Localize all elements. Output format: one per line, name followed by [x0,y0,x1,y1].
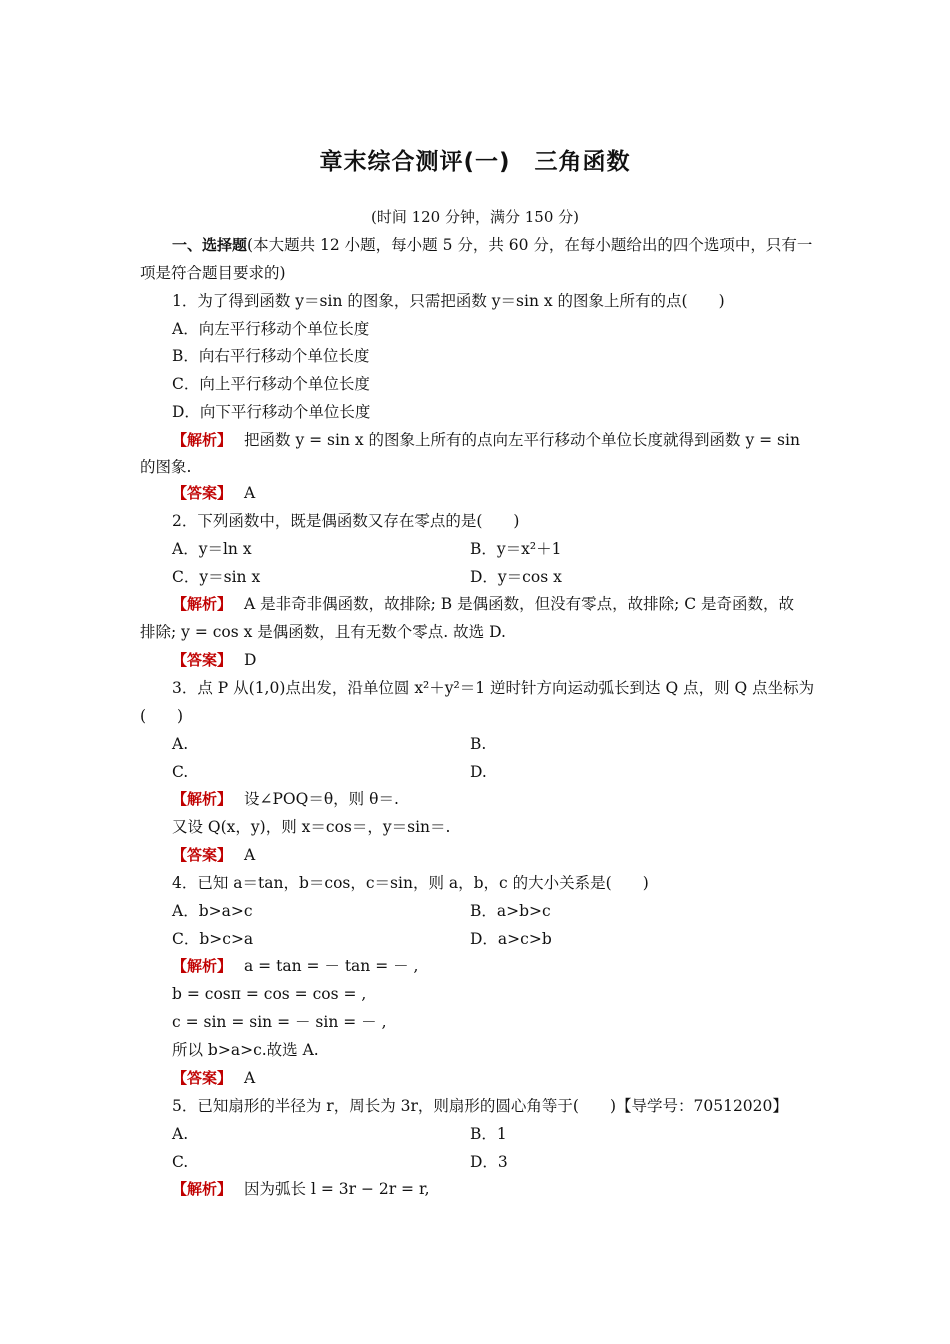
page-title: 章末综合测评(一) 三角函数 [319,149,631,175]
answer-tag: 【答案】 [172,484,233,502]
q2-option-d: D．y＝cos x [470,568,562,586]
q1-option-b: B．向右平行移动个单位长度 [172,347,370,365]
q3-option-d: D. [470,763,487,781]
section-description: (本大题共 12 小题，每小题 5 分，共 60 分，在每小题给出的四个选项中，只有一 [247,236,813,254]
q3-option-b: B. [470,735,487,753]
exam-info: (时间 120 分钟，满分 150 分) [370,208,580,226]
q1-analysis-text: 把函数 y = sin x 的图象上所有的点向左平行移动个单位长度就得到函数 y = sin [244,431,800,449]
q5-option-a: A. [172,1125,189,1143]
q2-option-c: C．y＝sin x [172,568,261,586]
analysis-tag: 【解析】 [172,431,233,449]
q3-analysis-text: 设∠POQ＝θ，则 θ＝. [244,790,399,808]
q4-answer-value: A [244,1069,256,1087]
q1-analysis-cont: 的图象. [140,458,192,476]
q4-analysis-text: a = tan = － tan = － , [244,957,419,975]
answer-tag: 【答案】 [172,846,233,864]
q1-option-d: D．向下平行移动个单位长度 [172,403,371,421]
q1-answer-value: A [244,484,256,502]
analysis-tag: 【解析】 [172,1180,233,1198]
q2-analysis-text: A 是非奇非偶函数，故排除; B 是偶函数，但没有零点，故排除; C 是奇函数，故 [244,595,795,613]
q1-option-c: C．向上平行移动个单位长度 [172,375,370,393]
q4-analysis-line3: c = sin = sin = － sin = － , [172,1013,387,1031]
q4-option-d: D．a>c>b [470,930,552,948]
q2-option-b: B．y＝x²＋1 [470,540,562,558]
q1-option-a: A．向左平行移动个单位长度 [172,320,370,338]
q4-answer [172,1068,255,1088]
q4-option-a: A．b>a>c [172,902,253,920]
q2-analysis [172,594,794,614]
section-heading: 一、选择题 [172,236,248,254]
q5-option-b: B．1 [470,1125,507,1143]
q1-answer [172,483,255,503]
q5-option-d: D．3 [470,1153,508,1171]
q3-answer [172,845,255,865]
section-heading-line [172,235,812,255]
q4-stem: 4．已知 a＝tan，b＝cos，c＝sin，则 a，b，c 的大小关系是( ) [172,874,649,892]
q1-analysis [172,430,800,450]
q2-answer [172,650,256,670]
answer-tag: 【答案】 [172,651,233,669]
q5-option-c: C. [172,1153,189,1171]
q5-analysis-text: 因为弧长 l = 3r − 2r = r, [244,1180,430,1198]
q2-analysis-cont: 排除; y = cos x 是偶函数，且有无数个零点. 故选 D. [140,623,506,641]
q1-stem: 1．为了得到函数 y＝sin 的图象，只需把函数 y＝sin x 的图象上所有的点( ) [172,292,725,310]
q3-stem-cont: ( ) [140,707,184,725]
q4-analysis-line4: 所以 b>a>c.故选 A. [172,1041,319,1059]
q2-answer-value: D [244,651,257,669]
q3-answer-value: A [244,846,256,864]
q3-analysis-cont: 又设 Q(x，y)，则 x＝cos＝，y＝sin＝. [172,818,451,836]
q3-analysis [172,789,399,809]
q4-option-c: C．b>c>a [172,930,254,948]
q3-stem: 3．点 P 从(1,0)点出发，沿单位圆 x²＋y²＝1 逆时针方向运动弧长到达 Q 点，则 Q 点坐标为 [172,679,815,697]
answer-tag: 【答案】 [172,1069,233,1087]
analysis-tag: 【解析】 [172,957,233,975]
q4-analysis-line2: b = cosπ = cos = cos = , [172,985,367,1003]
section-description-cont: 项是符合题目要求的) [140,264,286,282]
q3-option-a: A. [172,735,189,753]
q4-analysis [172,956,418,976]
analysis-tag: 【解析】 [172,595,233,613]
analysis-tag: 【解析】 [172,790,233,808]
q3-option-c: C. [172,763,189,781]
q5-stem: 5．已知扇形的半径为 r，周长为 3r，则扇形的圆心角等于( )【导学号：70512020】 [172,1097,788,1115]
q5-analysis [172,1179,430,1199]
q2-stem: 2．下列函数中，既是偶函数又存在零点的是( ) [172,512,520,530]
q2-option-a: A．y＝ln x [172,540,252,558]
q4-option-b: B．a>b>c [470,902,551,920]
